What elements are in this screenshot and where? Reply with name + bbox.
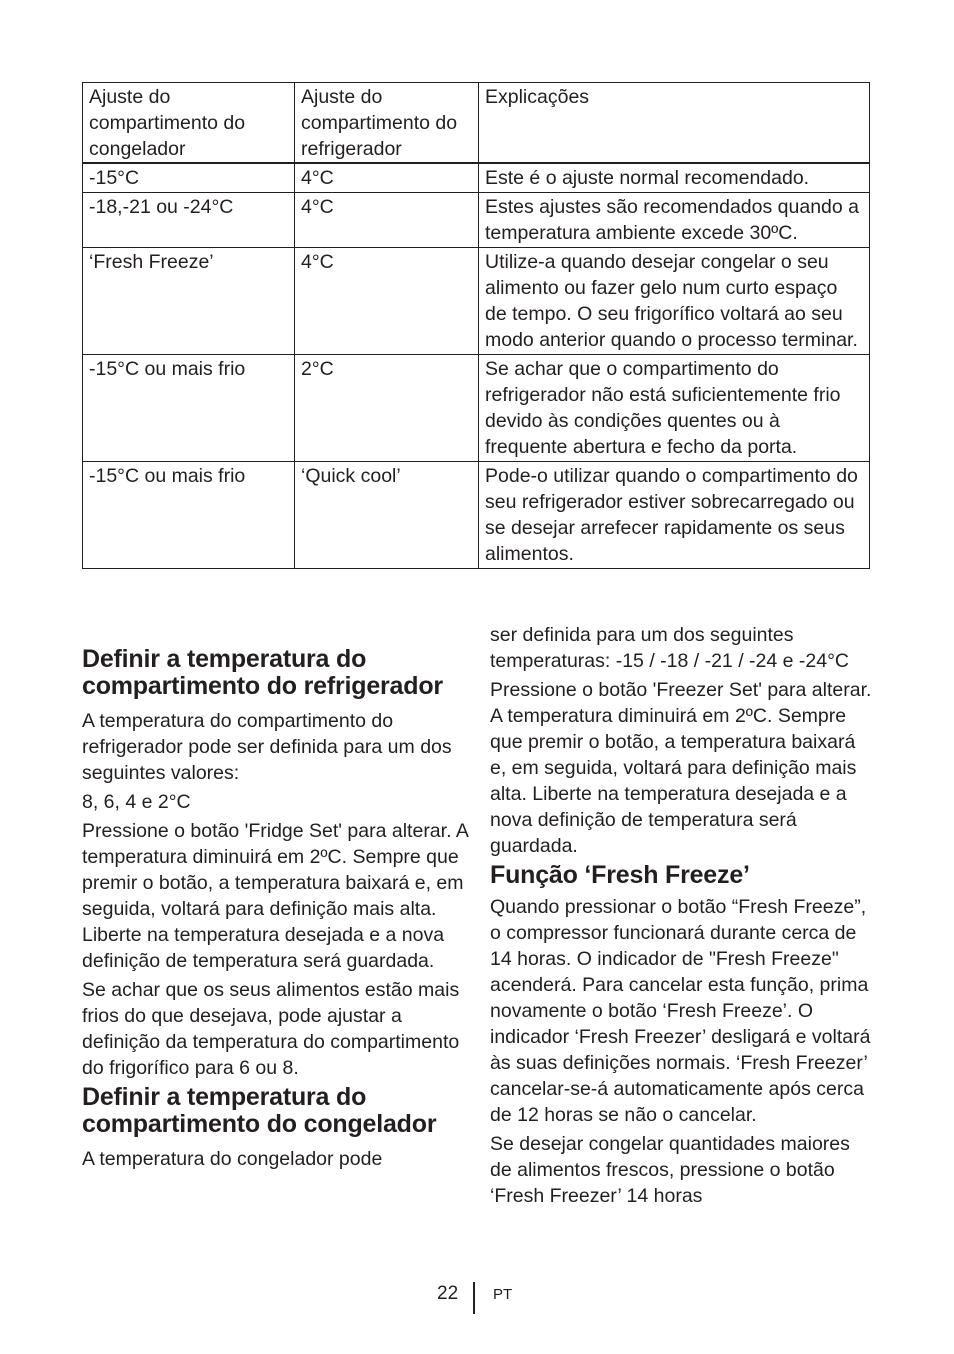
temperature-settings-table bbox=[82, 82, 870, 569]
page-number: 22 bbox=[437, 1283, 459, 1304]
cell-fridge: 4°C bbox=[295, 163, 479, 193]
cell-explanation: Pode-o utilizar quando o compartimento do seu refrigerador estiver sobrecarregado ou se desejar arrefecer rapidamente os seus alimentos. bbox=[479, 462, 870, 569]
language-code: PT bbox=[493, 1286, 513, 1303]
paragraph: A temperatura do congelador pode bbox=[82, 1148, 383, 1170]
cell-freezer: -15°C ou mais frio bbox=[83, 355, 295, 462]
table-row bbox=[83, 163, 870, 193]
table-body bbox=[83, 83, 870, 569]
table-row bbox=[83, 462, 870, 569]
paragraph: Se desejar congelar quantidades maiores de alimentos frescos, pressione o botão ‘Fresh Freezer’ 14 horas bbox=[490, 1133, 850, 1207]
paragraph: Pressione o botão 'Fridge Set' para alterar. A temperatura diminuirá em 2ºC. Sempre que premir o botão, a temperatura baixará e, em seguida, voltará para definição mais alta. Liberte na temperatura desejada e a nova definição de temperatura será guardada. bbox=[82, 820, 468, 972]
cell-fridge: 4°C bbox=[295, 193, 479, 248]
table-row bbox=[83, 193, 870, 248]
table-header-row bbox=[83, 83, 870, 164]
paragraph: Se achar que os seus alimentos estão mais frios do que desejava, pode ajustar a definição da temperatura do compartimento do frigorífico para 6 ou 8. bbox=[82, 979, 460, 1079]
cell-fridge: ‘Quick cool’ bbox=[295, 462, 479, 569]
right-column bbox=[490, 622, 872, 1212]
left-column bbox=[82, 646, 472, 1175]
paragraph: Pressione o botão 'Freezer Set' para alterar. A temperatura diminuirá em 2ºC. Sempre que premir o botão, a temperatura baixará e, em seguida, voltará para definição mais alta. Liberte na temperatura desejada e a nova definição de temperatura será guardada. bbox=[490, 679, 872, 857]
table-row bbox=[83, 355, 870, 462]
header-freezer-setting: Ajuste do compartimento do congelador bbox=[83, 83, 295, 164]
paragraph: Quando pressionar o botão “Fresh Freeze”, o compressor funcionará durante cerca de 14 horas. O indicador de "Fresh Freeze" acenderá. Para cancelar esta função, prima novamente o botão ‘Fresh Freeze’. O indicador ‘Fresh Freezer’ desligará e voltará às suas definições normais. ‘Fresh Freezer’ cancelar-se-á automaticamente após cerca de 12 horas se não o cancelar. bbox=[490, 896, 871, 1126]
heading-freezer-temperature: Definir a temperatura do compartimento do congelador bbox=[82, 1083, 437, 1138]
cell-freezer: -15°C ou mais frio bbox=[83, 462, 295, 569]
heading-fresh-freeze: Função ‘Fresh Freeze’ bbox=[490, 861, 750, 889]
paragraph: 8, 6, 4 e 2°C bbox=[82, 791, 191, 813]
cell-explanation: Se achar que o compartimento do refrigerador não está suficientemente frio devido às condições quentes ou à frequente abertura e fecho da porta. bbox=[479, 355, 870, 462]
cell-explanation: Este é o ajuste normal recomendado. bbox=[479, 163, 870, 193]
cell-fridge: 2°C bbox=[295, 355, 479, 462]
footer-divider bbox=[473, 1282, 475, 1314]
paragraph: A temperatura do compartimento do refrigerador pode ser definida para um dos seguintes valores: bbox=[82, 710, 452, 784]
cell-freezer: ‘Fresh Freeze’ bbox=[83, 248, 295, 355]
header-fridge-setting: Ajuste do compartimento do refrigerador bbox=[295, 83, 479, 164]
cell-freezer: -18,-21 ou -24°C bbox=[83, 193, 295, 248]
cell-explanation: Estes ajustes são recomendados quando a temperatura ambiente excede 30ºC. bbox=[479, 193, 870, 248]
cell-freezer: -15°C bbox=[83, 163, 295, 193]
paragraph: ser definida para um dos seguintes temperaturas: -15 / -18 / -21 / -24 e -24°C bbox=[490, 624, 849, 672]
cell-fridge: 4°C bbox=[295, 248, 479, 355]
heading-fridge-temperature: Definir a temperatura do compartimento do refrigerador bbox=[82, 645, 443, 700]
header-explanations: Explicações bbox=[479, 83, 870, 164]
cell-explanation: Utilize-a quando desejar congelar o seu alimento ou fazer gelo num curto espaço de tempo. O seu frigorífico voltará ao seu modo anterior quando o processo terminar. bbox=[479, 248, 870, 355]
table-row bbox=[83, 248, 870, 355]
